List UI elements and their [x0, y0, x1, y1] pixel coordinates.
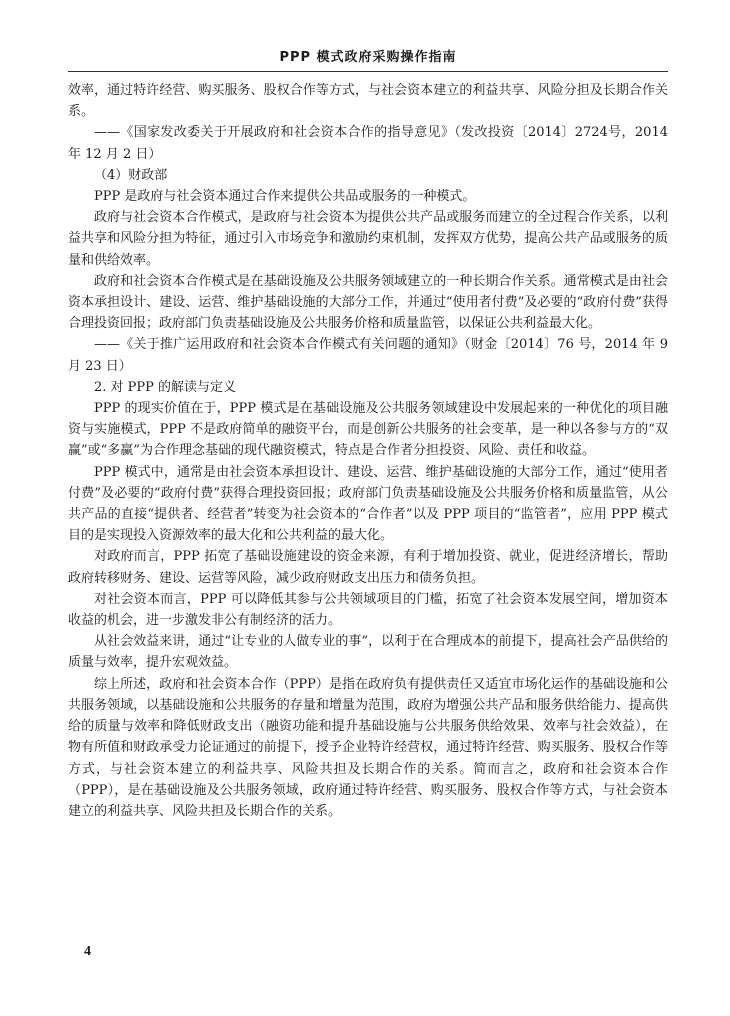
running-header: PPP 模式政府采购操作指南	[68, 46, 668, 72]
body-text	[68, 80, 668, 822]
section-heading: （4）财政部	[94, 167, 168, 183]
paragraph: 从社会效益来讲，通过“让专业的人做专业的事”，以利于在合理成本的前提下，提高社会产品供给的质量与效率，提升宏观效益。	[68, 634, 668, 671]
paragraph: PPP 的现实价值在于，PPP 模式是在基础设施及公共服务领域建设中发展起来的一种优化的项目融资与实施模式，PPP 不是政府简单的融资平台，而是创新公共服务的社会变革，是一种以各参与方的“双赢”或“多赢”为合作理念基础的现代融资模式，特点是合作者分担投资、风险、责任和收益。	[68, 401, 668, 459]
paragraph: 对政府而言，PPP 拓宽了基础设施建设的资金来源，有利于增加投资、就业，促进经济增长，帮助政府转移财务、建设、运营等风险，减少政府财政支出压力和债务负担。	[68, 549, 668, 586]
paragraph: 综上所述，政府和社会资本合作（PPP）是指在政府负有提供责任又适宜市场化运作的基础设施和公共服务领域，以基础设施和公共服务的存量和增量为范围，政府为增强公共产品和服务供给能力、提高供给的质量与效率和降低财政支出（融资功能和提升基础设施与公共服务供给效果、效率与社会效益），在物有所值和财政承受力论证通过的前提下，授予企业特许经营权，通过特许经营、购买服务、股权合作等方式，与社会资本建立的利益共享、风险共担及长期合作的关系。简而言之，政府和社会资本合作（PPP），是在基础设施及公共服务领域，政府通过特许经营、购买服务、股权合作等方式，与社会资本建立的利益共享、风险共担及长期合作的关系。	[68, 676, 668, 819]
paragraph: 对社会资本而言，PPP 可以降低其参与公共领域项目的门槛，拓宽了社会资本发展空间，增加资本收益的机会，进一步激发非公有制经济的活力。	[68, 591, 668, 629]
source-citation: ——《关于推广运用政府和社会资本合作模式有关问题的通知》（财金〔2014〕76 号，2014 年 9 月 23 日）	[68, 337, 668, 374]
source-citation: ——《国家发改委关于开展政府和社会资本合作的指导意见》（发改投资〔2014〕2724号，2014 年 12 月 2 日）	[68, 125, 668, 162]
paragraph: PPP 模式中，通常是由社会资本承担设计、建设、运营、维护基础设施的大部分工作，通过“使用者付费”及必要的“政府付费”获得合理投资回报；政府部门负责基础设施及公共服务价格和质量监管，从公共产品的直接“提供者、经营者”转变为社会资本的“合作者”以及 PPP 项目的“监管者”，应用 PPP 模式目的是实现投入资源效率的最大化和公共利益的最大化。	[68, 464, 668, 544]
paragraph: 政府和社会资本合作模式是在基础设施及公共服务领域建立的一种长期合作关系。通常模式是由社会资本承担设计、建设、运营、维护基础设施的大部分工作，并通过“使用者付费”及必要的“政府付费”获得合理投资回报；政府部门负责基础设施及公共服务价格和质量监管，以保证公共利益最大化。	[68, 273, 668, 332]
paragraph: 效率，通过特许经营、购买服务、股权合作等方式，与社会资本建立的利益共享、风险分担及长期合作关系。	[68, 83, 668, 120]
paragraph: 政府与社会资本合作模式，是政府与社会资本为提供公共产品或服务而建立的全过程合作关系，以利益共享和风险分担为特征，通过引入市场竞争和激励约束机制，发挥双方优势，提高公共产品或服务的质量和供给效率。	[68, 210, 668, 268]
page-number: 4	[84, 944, 91, 959]
paragraph: PPP 是政府与社会资本通过合作来提供公共品或服务的一种模式。	[94, 189, 476, 205]
section-heading: 2. 对 PPP 的解读与定义	[94, 379, 237, 395]
